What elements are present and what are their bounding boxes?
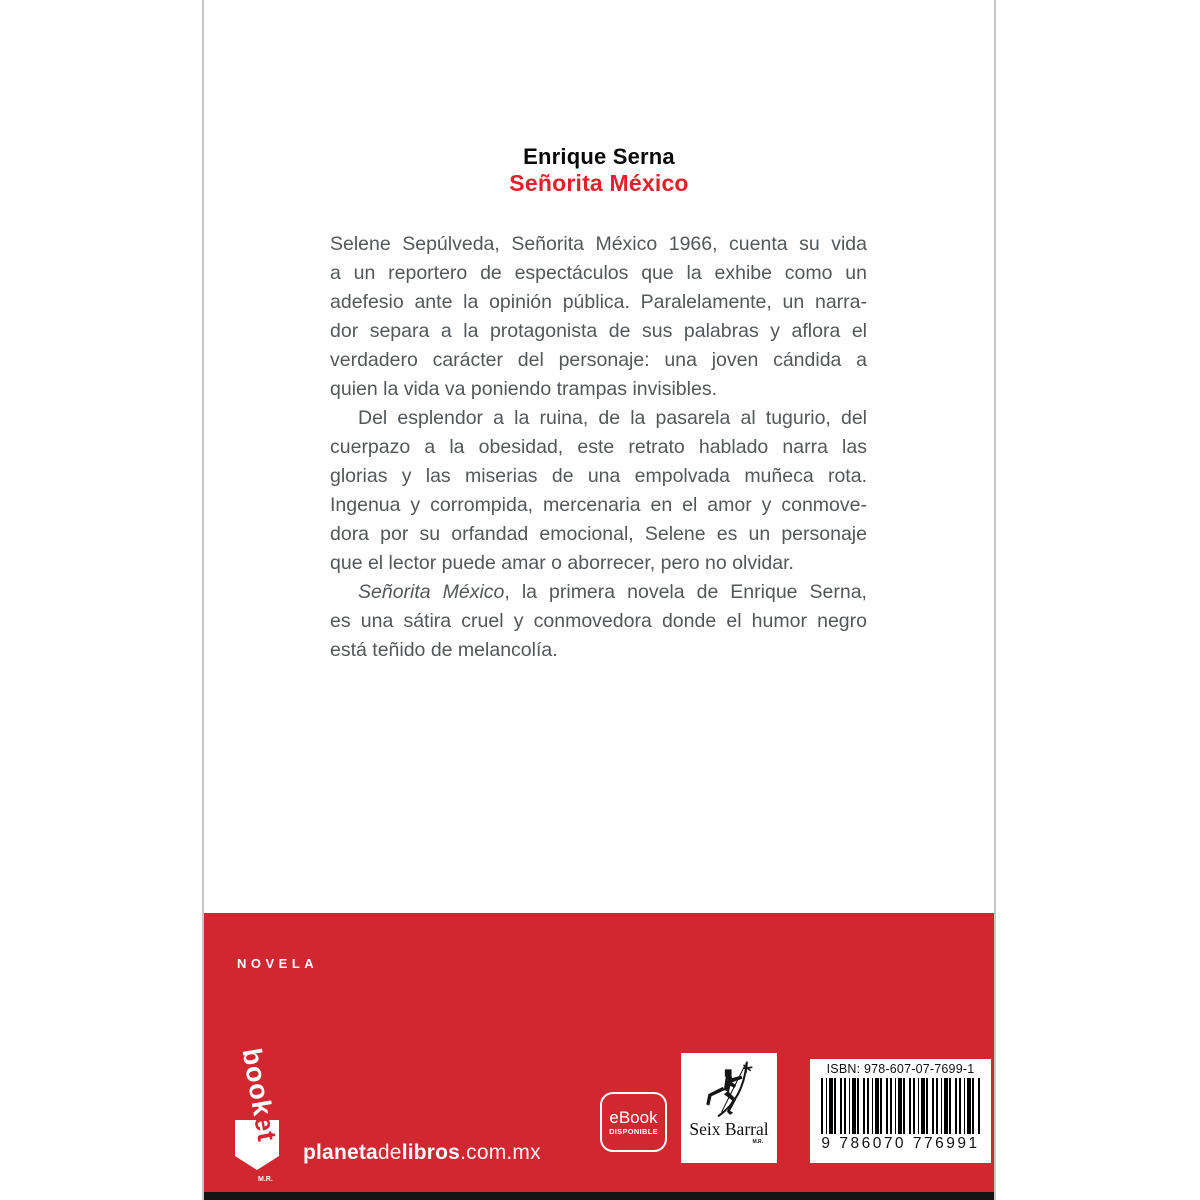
synopsis-line: glorias y las miserias de una empolvada muñeca rota. (330, 465, 867, 487)
synopsis-line: adefesio ante la opinión pública. Paralelamente, un narra- (330, 291, 867, 313)
isbn-label: ISBN: 978-607-07-7699-1 (826, 1062, 975, 1076)
synopsis-line: está teñido de melancolía. (330, 639, 558, 661)
booket-trademark: M.R. (258, 1176, 273, 1183)
ebook-badge (600, 1092, 667, 1152)
barcode-block (810, 1059, 991, 1163)
barcode-digits: 9 786070 776991 (821, 1135, 980, 1152)
ebook-badge-subtitle: DISPONIBLE (609, 1126, 658, 1136)
synopsis-line: dor separa a la protagonista de sus palabras y aflora el (330, 320, 867, 342)
booket-word-red: et (248, 1113, 283, 1145)
synopsis-italic-run: Señorita México (358, 581, 505, 603)
cover-right-edge (994, 0, 996, 1200)
booket-word-white: book (236, 1046, 278, 1119)
synopsis-line: quien la vida va poniendo trampas invisibles. (330, 378, 717, 400)
website-part-domain: .com.mx (460, 1141, 541, 1164)
synopsis-line: dora por su orfandad emocional, Selene es un personaje (330, 523, 867, 545)
synopsis-line: Selene Sepúlveda, Señorita México 1966, cuenta su vida (330, 233, 867, 255)
booket-logo (230, 1046, 314, 1192)
seix-barral-trademark: M.R. (752, 1139, 763, 1145)
seix-barral-runner-icon (703, 1058, 755, 1120)
seix-barral-logo (681, 1053, 777, 1163)
barcode-bars (821, 1078, 981, 1134)
synopsis-line (330, 578, 867, 607)
synopsis-line: que el lector puede amar o aborrecer, pero no olvidar. (330, 552, 794, 574)
synopsis-line: Ingenua y corrompida, mercenaria en el amor y conmove- (330, 494, 867, 516)
red-band (204, 913, 994, 1192)
book-title: Señorita México (509, 170, 689, 196)
publisher-website (303, 1141, 541, 1165)
back-cover (204, 0, 994, 1200)
website-part-libros: libros (401, 1141, 461, 1164)
synopsis-line: Del esplendor a la ruina, de la pasarela al tugurio, del (358, 407, 867, 429)
website-part-planeta: planeta (303, 1141, 378, 1164)
author-name: Enrique Serna (523, 144, 675, 169)
synopsis-line: es una sátira cruel y conmovedora donde el humor negro (330, 610, 867, 632)
synopsis-line: verdadero carácter del personaje: una joven cándida a (330, 349, 867, 371)
seix-barral-name: Seix Barral (689, 1119, 769, 1139)
synopsis-text-run: , la primera novela de Enrique Serna, (504, 581, 867, 603)
bottom-black-strip (204, 1192, 994, 1200)
genre-label: NOVELA (237, 956, 319, 971)
synopsis-line: cuerpazo a la obesidad, este retrato hablado narra las (330, 436, 867, 458)
synopsis-line: a un reportero de espectáculos que la exhibe como un (330, 262, 867, 284)
website-part-de: de (377, 1141, 402, 1164)
synopsis (330, 230, 867, 665)
ebook-badge-title: eBook (609, 1107, 658, 1127)
